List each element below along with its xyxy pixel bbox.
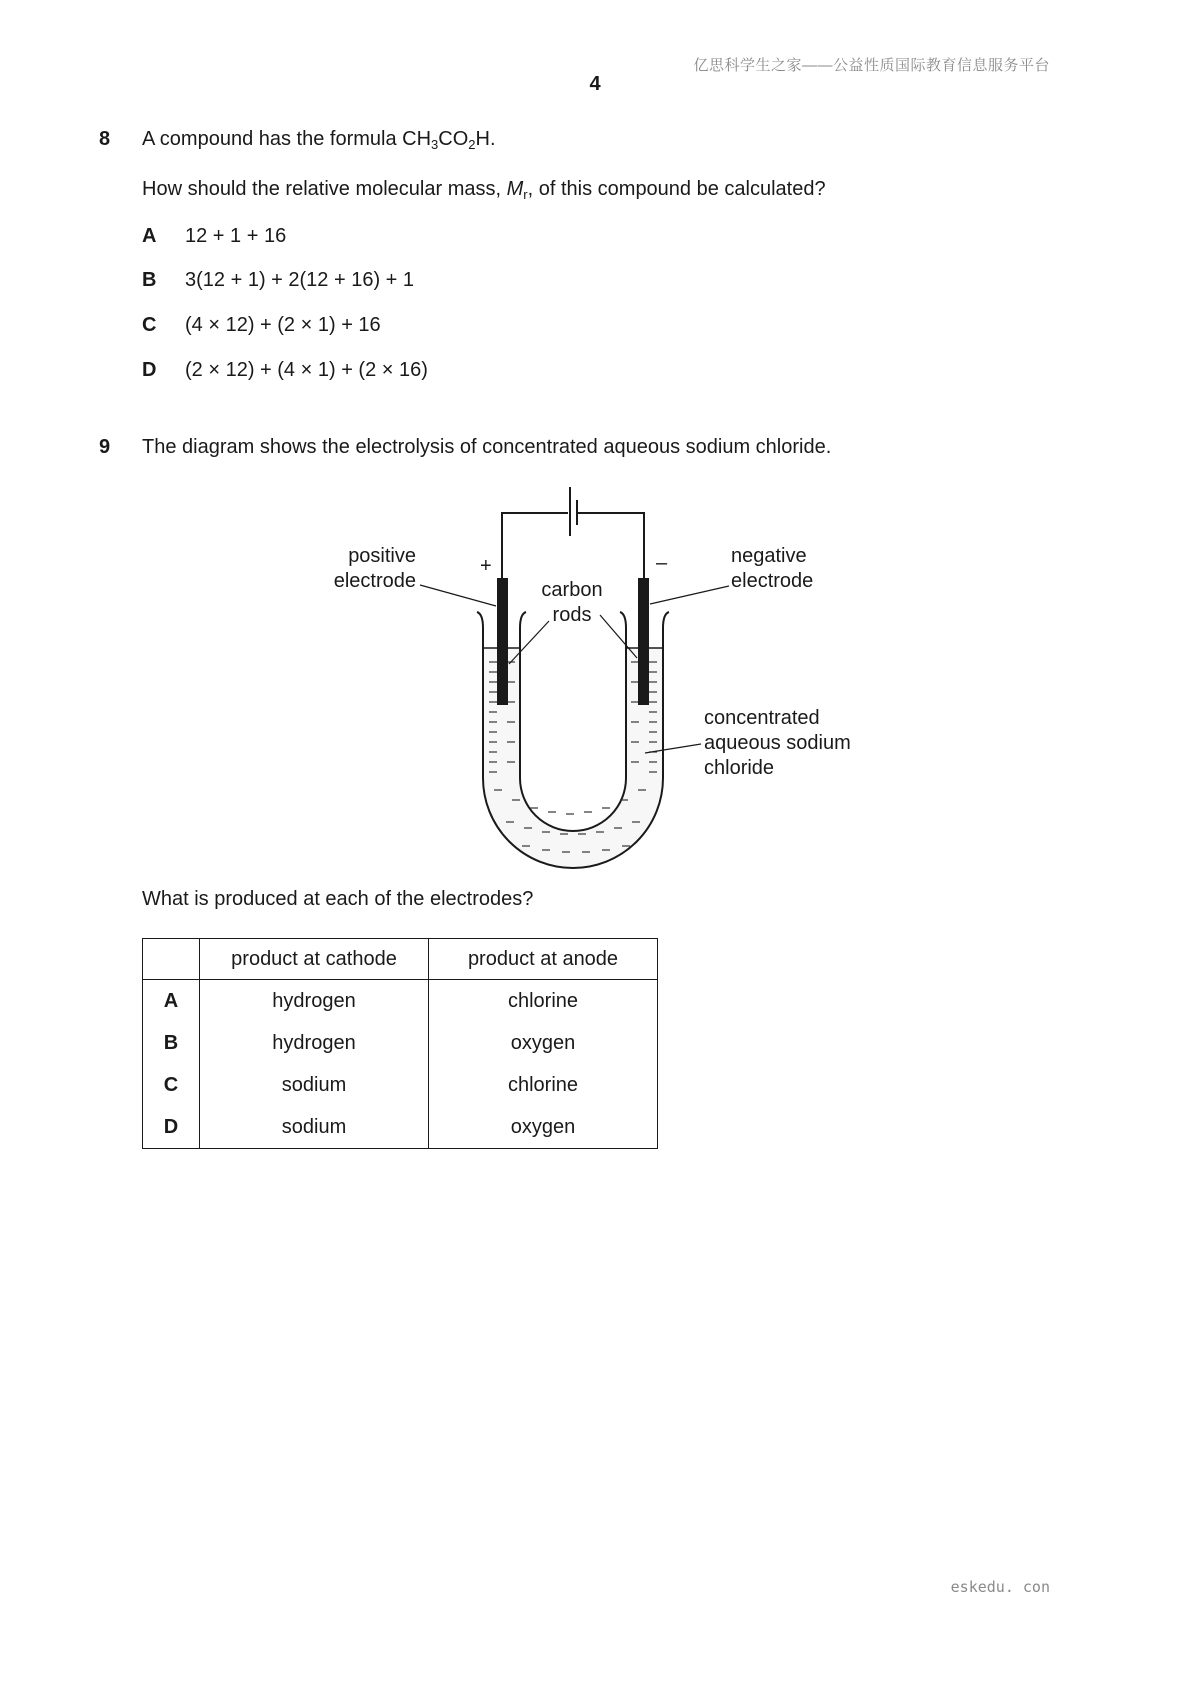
solution-fill [483, 648, 663, 868]
table-row [143, 980, 658, 1023]
header-cathode: product at cathode [200, 939, 429, 980]
formula-part: A compound has the formula CH [142, 128, 432, 150]
anode-product: chlorine [429, 1064, 658, 1106]
header-anode: product at anode [429, 939, 658, 980]
positive-electrode-label [318, 544, 416, 594]
anode-product: oxygen [429, 1106, 658, 1149]
option-b-letter: B [142, 269, 157, 291]
label-line: electrode [333, 570, 416, 592]
prompt-part: , of this compound be calculated? [527, 178, 826, 200]
cathode-product: hydrogen [200, 980, 429, 1023]
page-number: 4 [589, 73, 601, 95]
question-8-number: 8 [99, 128, 111, 150]
row-letter: A [143, 980, 200, 1023]
mr-subscript: r [523, 187, 528, 202]
watermark-text: 亿思科学生之家——公益性质国际教育信息服务平台 [693, 57, 1050, 74]
table-header-row [143, 939, 658, 980]
negative-electrode-label [731, 544, 813, 594]
label-line: negative [731, 545, 807, 567]
table-row [143, 1064, 658, 1106]
answer-table [142, 938, 658, 1149]
cathode-product: hydrogen [200, 1022, 429, 1064]
anode-product: oxygen [429, 1022, 658, 1064]
formula-subscript: 2 [468, 137, 476, 152]
negative-electrode-leader [650, 586, 729, 604]
option-b-text: 3(12 + 1) + 2(12 + 16) + 1 [185, 269, 415, 291]
question-9-prompt: What is produced at each of the electrodes? [142, 888, 534, 910]
positive-electrode-leader [420, 585, 496, 606]
cathode-product: sodium [200, 1106, 429, 1149]
label-line: positive [348, 545, 416, 567]
positive-carbon-rod [497, 578, 508, 705]
table-row [143, 1106, 658, 1149]
mr-symbol: M [506, 178, 524, 200]
footer-site: eskedu. con [950, 1578, 1050, 1596]
label-line: carbon [541, 579, 603, 601]
question-9-intro: The diagram shows the electrolysis of concentrated aqueous sodium chloride. [142, 436, 832, 458]
label-line: electrode [731, 570, 814, 592]
label-line: rods [552, 604, 592, 626]
solution-label [704, 706, 851, 781]
question-9-number: 9 [99, 436, 111, 458]
header-letter-cell [143, 939, 200, 980]
label-line: concentrated [704, 707, 820, 729]
formula-subscript: 3 [431, 137, 439, 152]
circuit-wire-left [502, 513, 568, 580]
formula-part: H. [475, 128, 496, 150]
option-d-text: (2 × 12) + (4 × 1) + (2 × 16) [185, 359, 428, 381]
label-line: aqueous sodium [704, 732, 851, 754]
option-a-text: 12 + 1 + 16 [185, 225, 287, 247]
cathode-product: sodium [200, 1064, 429, 1106]
positive-sign: + [480, 555, 492, 577]
option-d-letter: D [142, 359, 157, 381]
negative-sign: – [656, 552, 668, 574]
label-line: chloride [704, 757, 775, 779]
table-row [143, 1022, 658, 1064]
circuit-wire-right [578, 513, 644, 580]
negative-carbon-rod [638, 578, 649, 705]
formula-part: CO [438, 128, 469, 150]
row-letter: B [143, 1022, 200, 1064]
u-tube-inner-wall [520, 612, 626, 831]
option-a-letter: A [142, 225, 157, 247]
prompt-part: How should the relative molecular mass, [142, 178, 507, 200]
carbon-rods-label [532, 578, 612, 628]
row-letter: C [143, 1064, 200, 1106]
anode-product: chlorine [429, 980, 658, 1023]
option-c-text: (4 × 12) + (2 × 1) + 16 [185, 314, 381, 336]
row-letter: D [143, 1106, 200, 1149]
option-c-letter: C [142, 314, 157, 336]
